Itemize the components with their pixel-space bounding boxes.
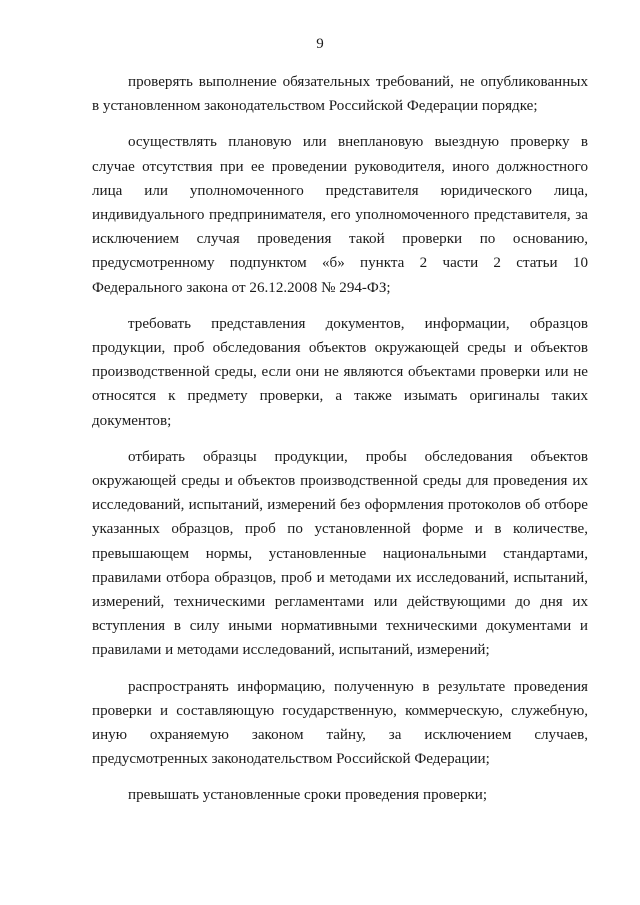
document-body — [92, 70, 588, 808]
page-number: 9 — [316, 36, 324, 52]
paragraph-6: превышать установленные сроки проведения проверки; — [128, 787, 488, 804]
paragraph-1: проверять выполнение обязательных требований, не опубликованных в установленном законодательством Российской Федерации порядке; — [92, 74, 588, 115]
paragraph-2: осуществлять плановую или внеплановую выездную проверку в случае отсутствия при ее проведении руководителя, иного должностного лица или уполномоченного представителя юридического лица, индивидуального предпринимателя, его уполномоченного представителя, за исключением случая проведения такой проверки по основанию, предусмотренному подпунктом «б» пункта 2 части 2 статьи 10 Федерального закона от 26.12.2008 № 294-ФЗ; — [92, 134, 588, 296]
paragraph-4: отбирать образцы продукции, пробы обследования объектов окружающей среды и объектов производственной среды для проведения их исследований, испытаний, измерений без оформления протоколов об отборе указанных образцов, проб по установленной форме и в количестве, превышающем нормы, установленные национальными стандартами, правилами отбора образцов, проб и методами их исследований, испытаний, измерений, техническими регламентами или действующими до дня их вступления в силу иными нормативными техническими документами и правилами и методами исследований, испытаний, измерений; — [92, 448, 588, 659]
paragraph-5: распространять информацию, полученную в результате проведения проверки и составляющую государственную, коммерческую, служебную, иную охраняемую законом тайну, за исключением случаев, предусмотренных законодательством Российской Федерации; — [92, 678, 588, 768]
paragraph-3: требовать представления документов, информации, образцов продукции, проб обследования объектов окружающей среды и объектов производственной среды, если они не являются объектами проверки или не относятся к предмету проверки, а также изымать оригиналы таких документов; — [92, 315, 588, 429]
